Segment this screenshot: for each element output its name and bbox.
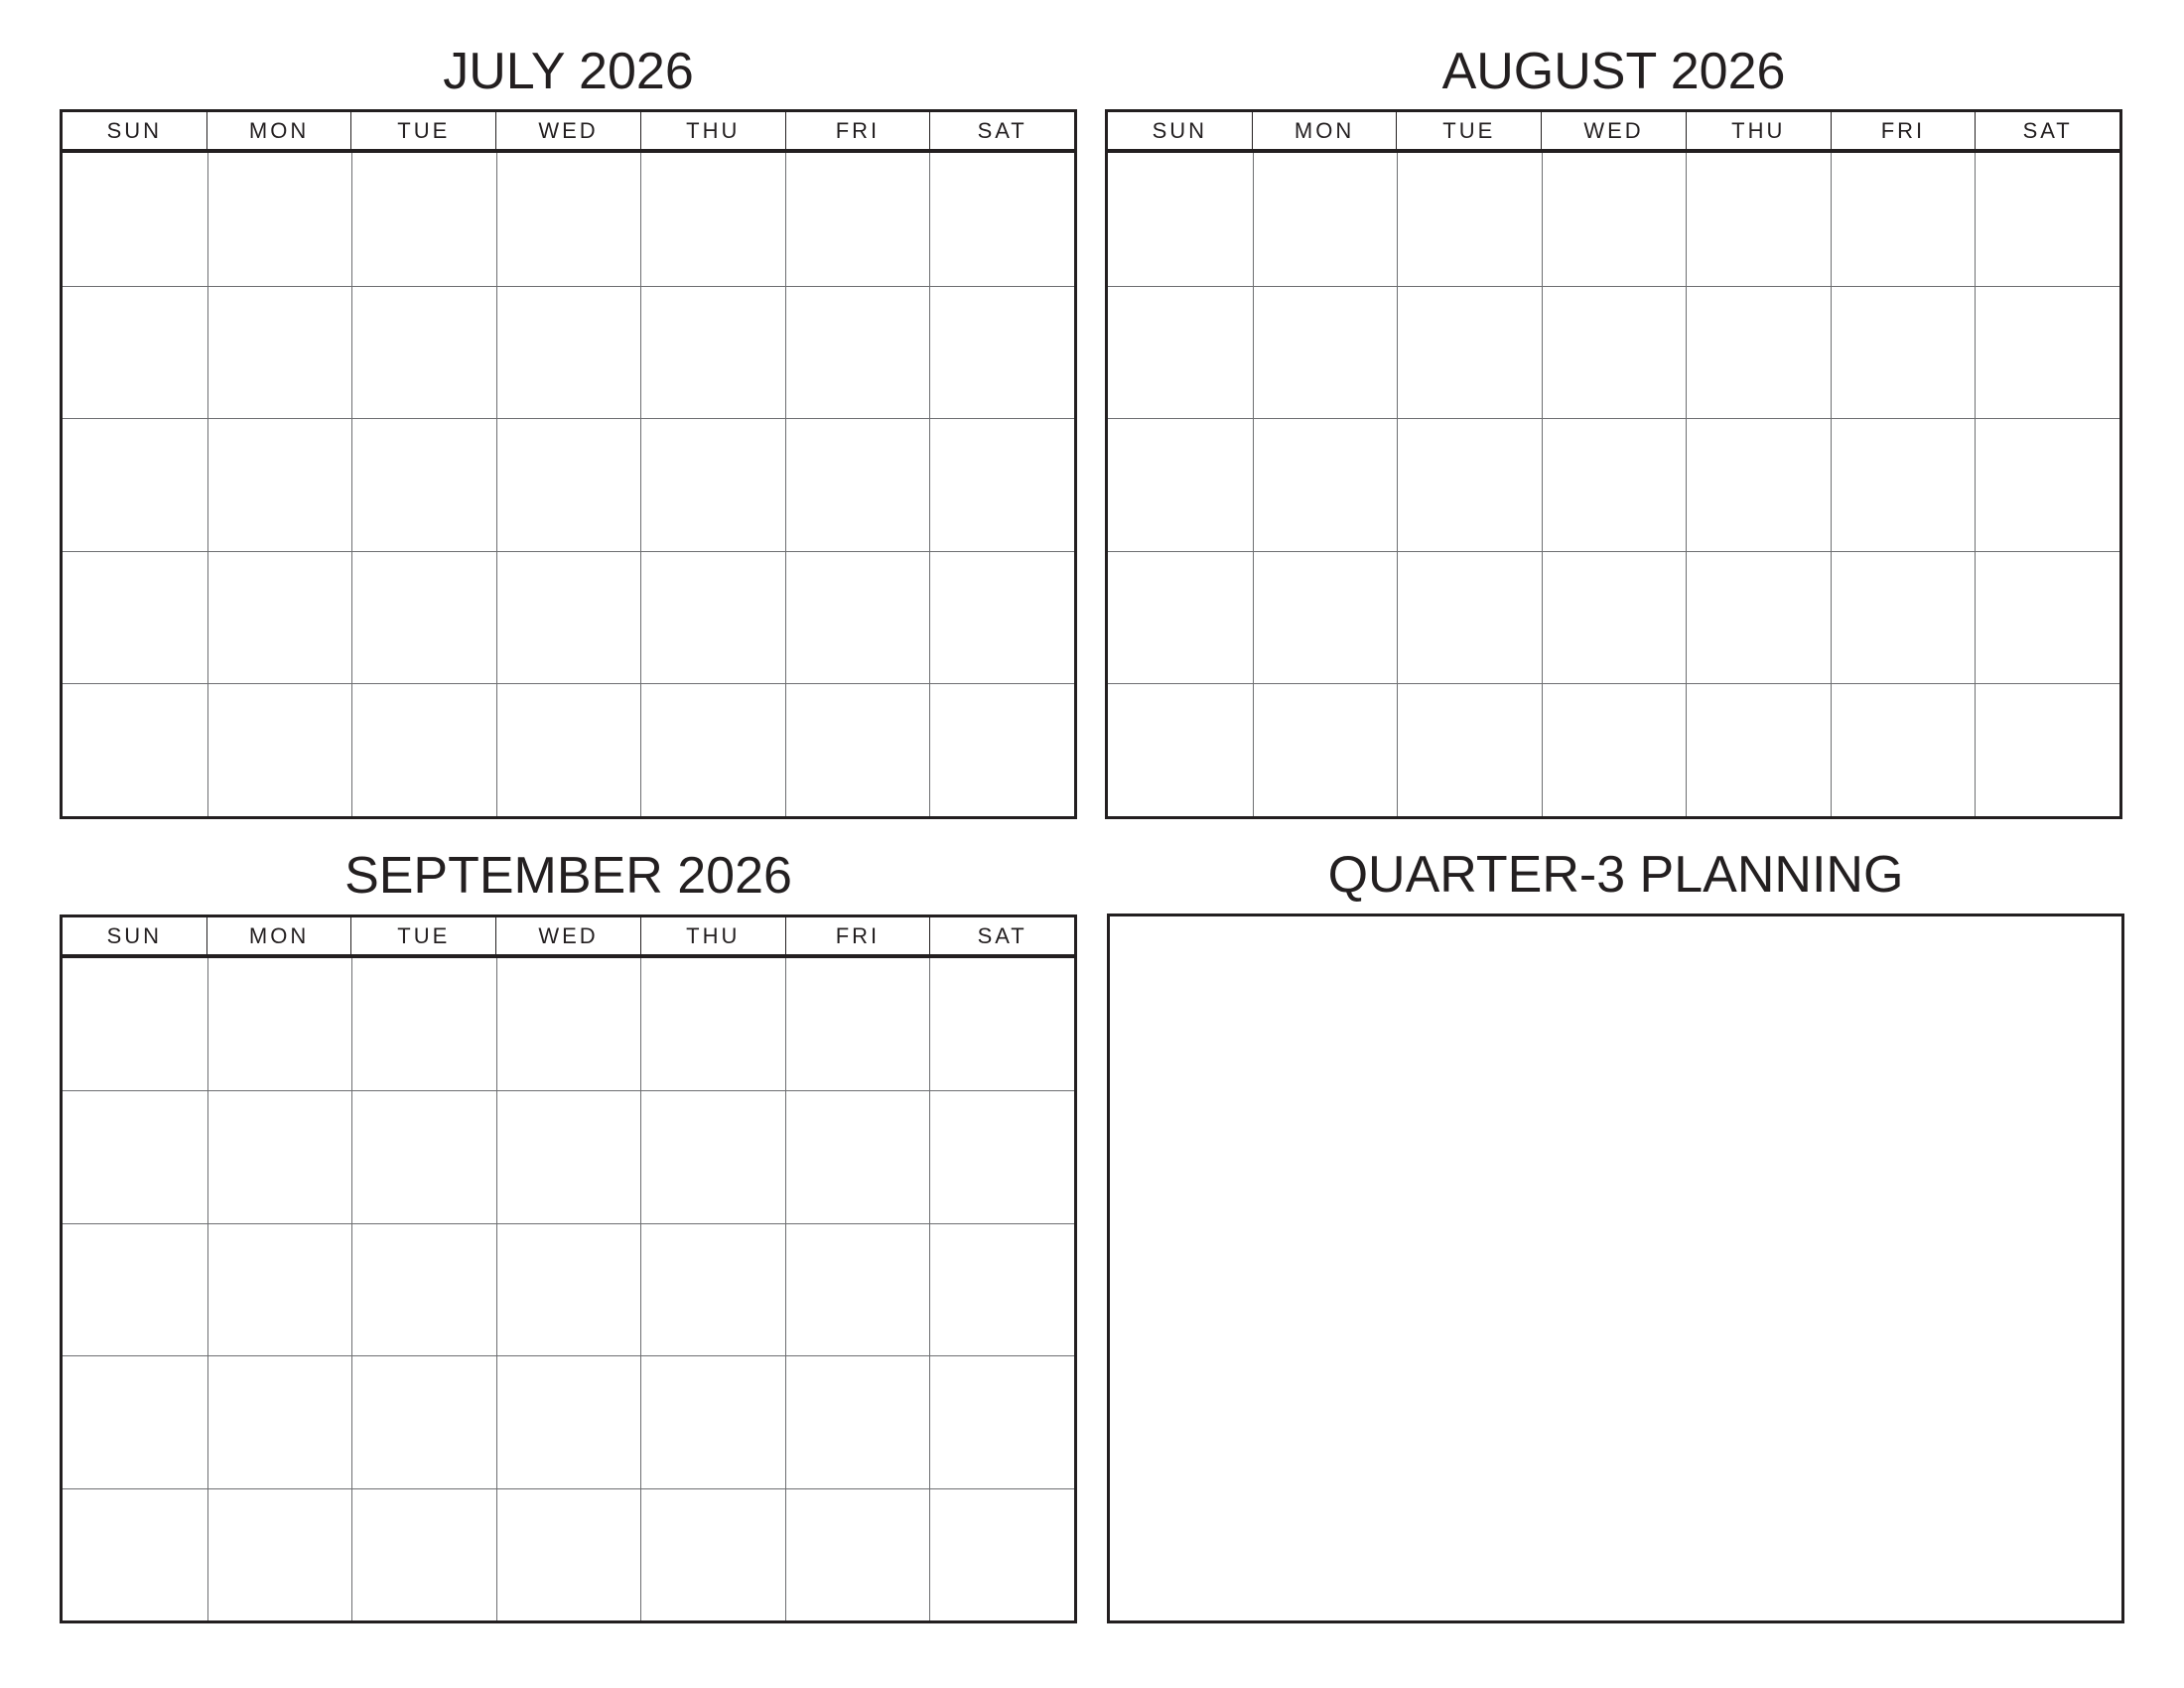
day-cell[interactable] (496, 551, 641, 684)
day-cell[interactable] (496, 418, 641, 551)
day-cell[interactable] (496, 683, 641, 816)
weekday-label: SUN (106, 922, 163, 948)
weekday-label: MON (206, 112, 351, 149)
day-cell[interactable] (785, 418, 930, 551)
day-cell[interactable] (1397, 418, 1542, 551)
weekday-label: SAT (1975, 112, 2119, 149)
day-cell[interactable] (785, 286, 930, 419)
quarter-planning-panel (1107, 844, 2124, 1623)
day-cell[interactable] (1108, 286, 1253, 419)
day-cell[interactable] (496, 153, 641, 286)
day-cell[interactable] (207, 958, 352, 1090)
day-cell[interactable] (1397, 153, 1542, 286)
day-cell[interactable] (785, 1223, 930, 1355)
day-cell[interactable] (640, 958, 785, 1090)
day-cell[interactable] (929, 1223, 1074, 1355)
day-cell[interactable] (1542, 418, 1687, 551)
day-cell[interactable] (1108, 418, 1253, 551)
day-cell[interactable] (351, 153, 496, 286)
day-cell[interactable] (1831, 418, 1976, 551)
day-cell[interactable] (929, 1090, 1074, 1222)
day-cell[interactable] (63, 1488, 207, 1620)
day-cell[interactable] (1108, 153, 1253, 286)
day-cell[interactable] (785, 153, 930, 286)
day-cell[interactable] (1253, 683, 1398, 816)
day-cell[interactable] (1686, 153, 1831, 286)
month-grid (60, 109, 1077, 819)
weekday-label: WED (495, 112, 640, 149)
day-cell[interactable] (1253, 153, 1398, 286)
planning-notes-area[interactable] (1107, 914, 2124, 1623)
weekday-label: TUE (350, 112, 495, 149)
day-cell[interactable] (1975, 286, 2119, 419)
day-cell[interactable] (207, 153, 352, 286)
day-cell[interactable] (1542, 153, 1687, 286)
day-cell[interactable] (207, 551, 352, 684)
day-cell[interactable] (1831, 286, 1976, 419)
day-cell[interactable] (1542, 683, 1687, 816)
day-cell[interactable] (1542, 551, 1687, 684)
day-cell[interactable] (929, 551, 1074, 684)
calendar-september-2026 (60, 844, 1077, 1623)
day-cell[interactable] (207, 1488, 352, 1620)
day-cell[interactable] (1397, 286, 1542, 419)
day-cell[interactable] (496, 1488, 641, 1620)
weekday-label: SUN (106, 117, 163, 143)
day-cell[interactable] (785, 683, 930, 816)
day-cell[interactable] (207, 1355, 352, 1487)
day-cell[interactable] (1831, 683, 1976, 816)
day-cell[interactable] (496, 286, 641, 419)
weekday-label: THU (640, 917, 785, 954)
day-cell[interactable] (351, 1090, 496, 1222)
day-cell[interactable] (1831, 153, 1976, 286)
day-cell[interactable] (640, 683, 785, 816)
day-cell[interactable] (929, 683, 1074, 816)
weekday-label: SAT (929, 112, 1074, 149)
day-cell[interactable] (207, 286, 352, 419)
day-cell[interactable] (1253, 551, 1398, 684)
day-cell[interactable] (1975, 153, 2119, 286)
day-cell[interactable] (1253, 286, 1398, 419)
day-cell[interactable] (1686, 418, 1831, 551)
day-cell[interactable] (63, 418, 207, 551)
day-cell[interactable] (929, 153, 1074, 286)
weekday-label: MON (1252, 112, 1397, 149)
day-cell[interactable] (496, 958, 641, 1090)
day-cell[interactable] (63, 286, 207, 419)
day-cell[interactable] (640, 153, 785, 286)
day-cell[interactable] (929, 1488, 1074, 1620)
day-cell[interactable] (929, 286, 1074, 419)
weekday-label: FRI (785, 917, 930, 954)
day-cell[interactable] (63, 1355, 207, 1487)
weekday-label: FRI (1831, 112, 1976, 149)
day-cell[interactable] (207, 683, 352, 816)
day-cell[interactable] (785, 1488, 930, 1620)
day-cell[interactable] (1686, 683, 1831, 816)
weekday-label: FRI (785, 112, 930, 149)
planning-title: QUARTER-3 PLANNING (1327, 846, 1904, 904)
day-cell[interactable] (351, 958, 496, 1090)
weekday-header-row (63, 917, 1074, 958)
day-cell[interactable] (1975, 683, 2119, 816)
day-cell[interactable] (496, 1223, 641, 1355)
day-cell[interactable] (1108, 683, 1253, 816)
day-cell[interactable] (1108, 551, 1253, 684)
day-cell[interactable] (63, 1090, 207, 1222)
day-cell[interactable] (351, 1355, 496, 1487)
day-cell[interactable] (1686, 286, 1831, 419)
day-cell[interactable] (929, 1355, 1074, 1487)
weekday-label: SUN (1152, 117, 1208, 143)
day-cell[interactable] (785, 958, 930, 1090)
day-cell[interactable] (640, 1090, 785, 1222)
day-cell[interactable] (1397, 683, 1542, 816)
day-cell[interactable] (63, 1223, 207, 1355)
day-cells (63, 153, 1074, 816)
day-cells (63, 958, 1074, 1620)
weekday-label: TUE (350, 917, 495, 954)
day-cell[interactable] (207, 418, 352, 551)
weekday-header-row (1108, 112, 2119, 153)
day-cell[interactable] (63, 153, 207, 286)
month-title: JULY 2026 (443, 43, 694, 100)
month-title: AUGUST 2026 (1441, 43, 1786, 100)
month-title: SEPTEMBER 2026 (344, 847, 792, 905)
day-cell[interactable] (640, 286, 785, 419)
day-cell[interactable] (1397, 551, 1542, 684)
month-grid (1105, 109, 2122, 819)
day-cell[interactable] (785, 1355, 930, 1487)
day-cell[interactable] (207, 1223, 352, 1355)
day-cell[interactable] (1975, 551, 2119, 684)
weekday-label: MON (206, 917, 351, 954)
day-cell[interactable] (207, 1090, 352, 1222)
weekday-header-row (63, 112, 1074, 153)
calendar-july-2026 (60, 40, 1077, 819)
day-cell[interactable] (1253, 418, 1398, 551)
day-cell[interactable] (1686, 551, 1831, 684)
weekday-label: TUE (1396, 112, 1541, 149)
day-cell[interactable] (640, 1355, 785, 1487)
calendar-august-2026 (1105, 40, 2122, 819)
day-cell[interactable] (351, 286, 496, 419)
day-cell[interactable] (929, 418, 1074, 551)
day-cell[interactable] (1542, 286, 1687, 419)
weekday-label: SAT (929, 917, 1074, 954)
day-cell[interactable] (1831, 551, 1976, 684)
weekday-label: WED (495, 917, 640, 954)
day-cell[interactable] (351, 418, 496, 551)
day-cells (1108, 153, 2119, 816)
weekday-label: THU (1686, 112, 1831, 149)
day-cell[interactable] (351, 1223, 496, 1355)
day-cell[interactable] (496, 1355, 641, 1487)
day-cell[interactable] (351, 683, 496, 816)
day-cell[interactable] (785, 1090, 930, 1222)
day-cell[interactable] (351, 551, 496, 684)
day-cell[interactable] (63, 551, 207, 684)
day-cell[interactable] (496, 1090, 641, 1222)
day-cell[interactable] (929, 958, 1074, 1090)
day-cell[interactable] (640, 1488, 785, 1620)
weekday-label: THU (640, 112, 785, 149)
day-cell[interactable] (1975, 418, 2119, 551)
day-cell[interactable] (63, 683, 207, 816)
day-cell[interactable] (640, 418, 785, 551)
day-cell[interactable] (63, 958, 207, 1090)
day-cell[interactable] (351, 1488, 496, 1620)
day-cell[interactable] (640, 1223, 785, 1355)
day-cell[interactable] (640, 551, 785, 684)
weekday-label: WED (1541, 112, 1686, 149)
day-cell[interactable] (785, 551, 930, 684)
month-grid (60, 914, 1077, 1623)
